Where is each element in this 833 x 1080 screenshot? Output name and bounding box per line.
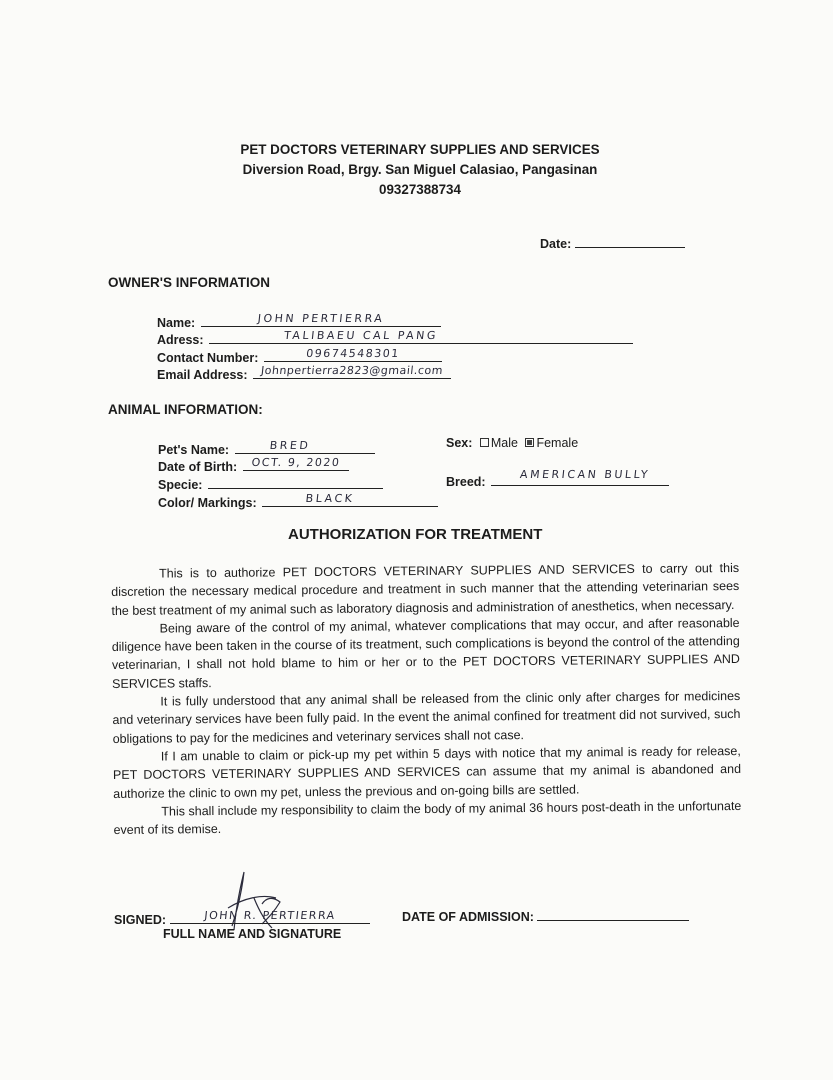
clinic-name: PET DOCTORS VETERINARY SUPPLIES AND SERVICES: [240, 142, 600, 157]
owner-name-value: JOHN PERTIERRA: [256, 312, 385, 325]
owner-contact-field: [157, 347, 442, 365]
male-checkbox[interactable]: [480, 438, 489, 447]
pet-name-label: Pet's Name:: [158, 443, 230, 457]
date-field: [540, 233, 685, 251]
breed-line[interactable]: [491, 468, 669, 486]
signed-field: [114, 909, 370, 927]
owner-section-title: OWNER'S INFORMATION: [108, 275, 270, 290]
male-label: Male: [490, 436, 518, 450]
owner-address-field: [157, 329, 633, 347]
owner-address-value: TALIBAEU CAL PANG: [283, 329, 439, 342]
color-label: Color/ Markings:: [158, 496, 257, 510]
owner-contact-line[interactable]: [264, 347, 442, 362]
authorization-paragraph: If I am unable to claim or pick-up my pet within 5 days with notice that my animal is ready for release, PET DOCTORS VETERINARY SUPPLIES AND SERVICES can assume that my animal is abandoned and authorize the clinic to own my pet, unless the previous and on-going bills are settled.: [112, 743, 742, 801]
authorization-paragraph: This is to authorize PET DOCTORS VETERINARY SUPPLIES AND SERVICES to carry out this discretion the necessary medical procedure and treatment in such manner that the attending veterinarian sees the best treatment of my animal such as laboratory diagnosis and administration of anesthetics, when necessary.: [111, 560, 740, 618]
signed-line[interactable]: [170, 909, 370, 924]
dob-value: OCT. 9, 2020: [250, 456, 341, 469]
color-field: [158, 492, 438, 510]
owner-email-line[interactable]: [253, 364, 451, 379]
owner-contact-value: 09674548301: [305, 347, 401, 360]
date-label: Date:: [540, 237, 572, 251]
specie-line[interactable]: [208, 474, 383, 489]
breed-label: Breed:: [446, 475, 486, 489]
owner-contact-label: Contact Number:: [157, 351, 259, 365]
dob-line[interactable]: [243, 456, 349, 471]
authorization-title: AUTHORIZATION FOR TREATMENT: [288, 526, 543, 543]
owner-email-field: [157, 364, 451, 382]
date-of-admission-line[interactable]: [537, 906, 689, 921]
female-label: Female: [536, 436, 579, 450]
color-value: BLACK: [305, 492, 356, 505]
full-name-caption: FULL NAME AND SIGNATURE: [163, 927, 342, 941]
sex-label: Sex:: [446, 436, 473, 450]
breed-field: [446, 468, 669, 489]
date-input-line[interactable]: [575, 233, 685, 248]
authorization-paragraph: This shall include my responsibility to claim the body of my animal 36 hours post-death in the unfortunate event of its demise.: [113, 798, 742, 838]
dob-label: Date of Birth:: [158, 460, 238, 474]
owner-name-label: Name:: [157, 316, 196, 330]
specie-label: Specie:: [158, 478, 203, 492]
dob-field: [158, 456, 349, 474]
authorization-body: [111, 559, 742, 839]
clinic-address: Diversion Road, Brgy. San Miguel Calasiao, Pangasinan: [242, 162, 598, 177]
date-of-admission-label: DATE OF ADMISSION:: [402, 910, 534, 924]
sex-field: [446, 436, 578, 450]
owner-name-line[interactable]: [201, 312, 441, 327]
animal-section-title: ANIMAL INFORMATION:: [108, 402, 263, 417]
owner-email-label: Email Address:: [157, 368, 248, 382]
clinic-phone: 09327388734: [379, 182, 461, 197]
color-line[interactable]: [262, 492, 438, 507]
specie-field: [158, 474, 383, 492]
authorization-paragraph: Being aware of the control of my animal, whatever complications that may occur, and after reasonable diligence have been taken in the course of its treatment, such complications is beyond the control of the attending veterinarian, I shall not hold blame to him or her or to the PET DOCTORS VETERINARY SUPPLIES AND SERVICES staffs.: [111, 615, 741, 691]
owner-address-line[interactable]: [209, 329, 633, 344]
breed-value: AMERICAN BULLY: [519, 468, 651, 481]
owner-email-value: Johnpertierra2823@gmail.com: [260, 364, 444, 377]
date-of-admission-field: [402, 906, 689, 924]
owner-name-field: [157, 312, 441, 330]
owner-address-label: Adress:: [157, 333, 204, 347]
authorization-paragraph: It is fully understood that any animal shall be released from the clinic only after charges for medicines and veterinary services have been fully paid. In the event the animal confined for treatment did not survived, such obligations to pay for the medicines and veterinary services shall not case.: [112, 689, 741, 746]
pet-name-line[interactable]: [235, 439, 375, 454]
pet-name-field: [158, 439, 375, 457]
signed-value: JOHN R. PERTIERRA: [203, 909, 336, 922]
signed-label: SIGNED:: [114, 913, 167, 927]
pet-name-value: BRED: [268, 439, 311, 452]
female-checkbox[interactable]: [525, 438, 534, 447]
